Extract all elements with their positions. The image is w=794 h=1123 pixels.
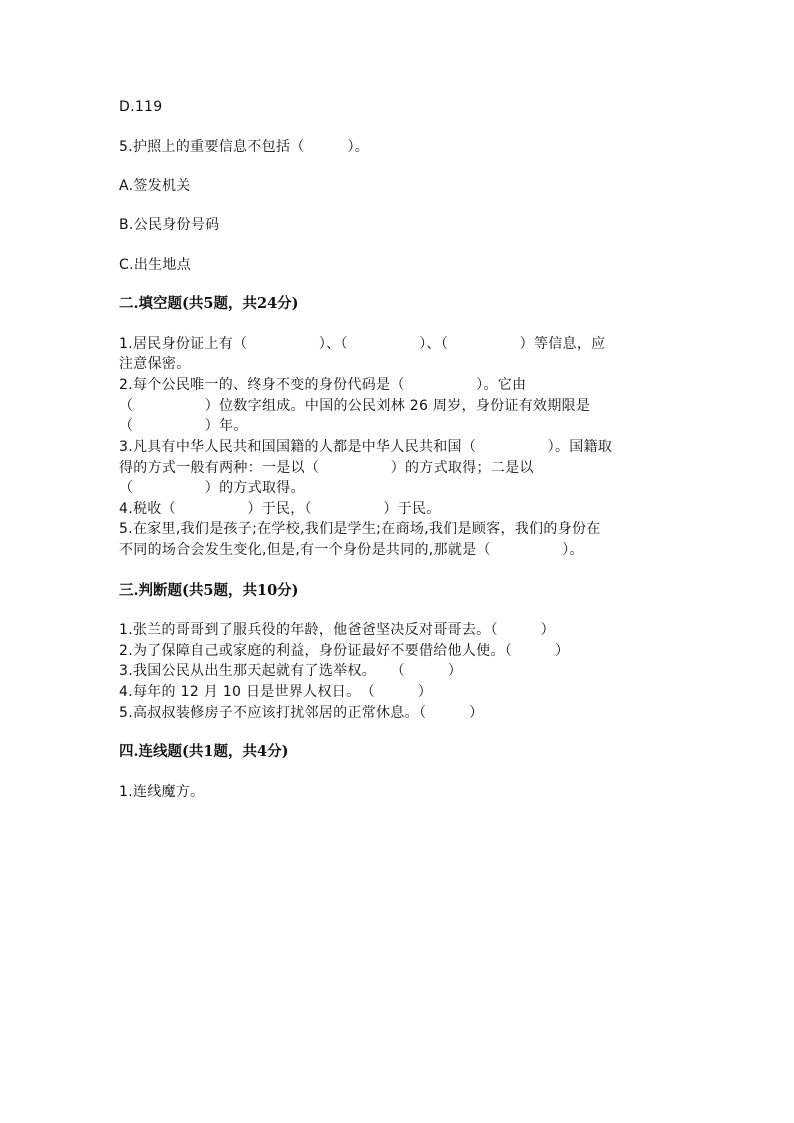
fill-blank-line: 不同的场合会发生变化,但是,有一个身份是共同的,那就是（ ）。: [119, 542, 584, 558]
true-false-line: 2.为了保障自己或家庭的利益，身份证最好不要借给他人使。（ ）: [119, 643, 570, 659]
question-4-option-d: D.119: [119, 99, 163, 115]
fill-blank-line: 注意保密。: [119, 356, 191, 372]
true-false-line: 1.张兰的哥哥到了服兵役的年龄，他爸爸坚决反对哥哥去。（ ）: [119, 622, 555, 638]
section-4-heading: 四.连线题(共1题，共4分): [119, 743, 289, 760]
section-2-heading: 二.填空题(共5题，共24分): [119, 295, 299, 312]
question-5-option-c: C.出生地点: [119, 257, 192, 273]
question-5-option-b: B.公民身份号码: [119, 217, 220, 233]
fill-blank-line: （ ）的方式取得。: [119, 480, 305, 496]
fill-blank-line: 3.凡具有中华人民共和国国籍的人都是中华人民共和国（ ）。国籍取: [119, 439, 613, 455]
fill-blank-line: 5.在家里,我们是孩子;在学校,我们是学生;在商场,我们是顾客，我们的身份在: [119, 521, 601, 537]
question-5-stem: 5.护照上的重要信息不包括（ ）。: [119, 139, 370, 155]
true-false-line: 3.我国公民从出生那天起就有了选举权。 （ ）: [119, 663, 463, 679]
fill-blank-line: 得的方式一般有两种：一是以（ ）的方式取得；二是以: [119, 460, 534, 476]
matching-question-1: 1.连线魔方。: [119, 784, 205, 800]
fill-blank-line: 1.居民身份证上有（ ）、（ ）、（ ）等信息，应: [119, 336, 606, 352]
fill-blank-line: 2.每个公民唯一的、终身不变的身份代码是（ ）。它由: [119, 377, 527, 393]
question-5-option-a: A.签发机关: [119, 178, 191, 194]
fill-blank-line: （ ）年。: [119, 418, 248, 434]
section-3-heading: 三.判断题(共5题，共10分): [119, 582, 299, 599]
true-false-line: 4.每年的 12 月 10 日是世界人权日。 （ ）: [119, 684, 433, 700]
true-false-line: 5.高叔叔装修房子不应该打扰邻居的正常休息。（ ）: [119, 705, 484, 721]
fill-blank-line: 4.税收（ ）于民，（ ）于民。: [119, 501, 441, 517]
fill-blank-line: （ ）位数字组成。中国的公民刘林 26 周岁，身份证有效期限是: [119, 398, 591, 414]
